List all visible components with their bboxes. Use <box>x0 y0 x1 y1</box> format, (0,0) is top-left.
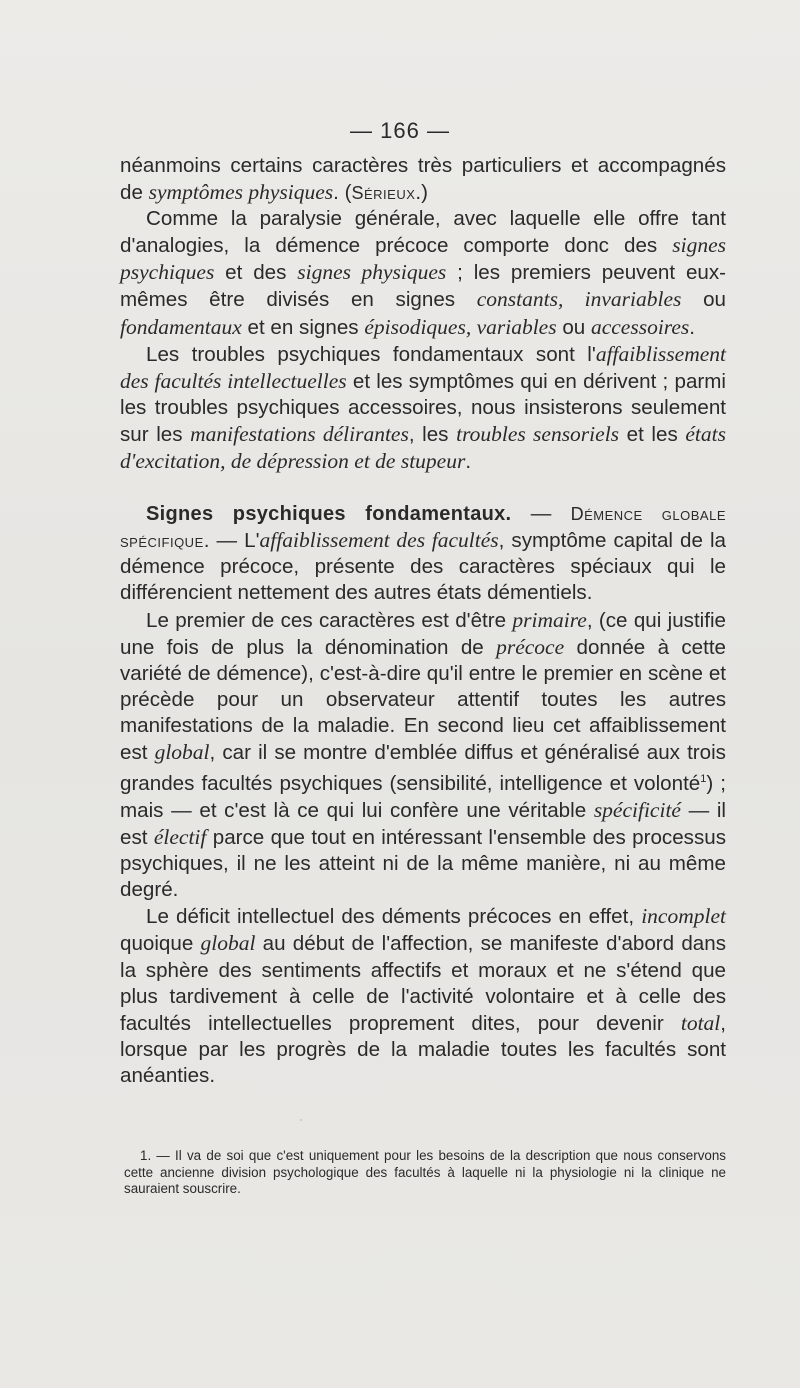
text-run: , symptôme capital de la démence précoce, présente des caractères spéciaux qui le différencient nettement des autres états démentiels. <box>120 529 726 605</box>
text-run: — il est <box>120 799 727 850</box>
italic-run: total <box>680 1010 721 1035</box>
text-run: , lorsque par les progrès de la maladie toutes les facultés sont anéanties. <box>120 1011 726 1087</box>
italic-run: signes physiques <box>297 260 447 285</box>
footnote-text: 1. — Il va de soi que c'est uniquement pour les besoins de la description que nous conservons cette ancienne division psychologique des facultés à laquelle ni la physiologie ni la clinique ne sauraient souscrire. <box>124 1148 726 1196</box>
subsection-heading: Démence globale spécifique <box>120 504 726 552</box>
italic-run: incomplet <box>641 904 726 929</box>
text-run: ) ; mais — et c'est là ce qui lui confère une véritable <box>120 771 726 823</box>
body-text <box>120 153 726 1089</box>
text-run: néanmoins certains caractères très particuliers et accompagnés de <box>120 154 726 205</box>
text-run: . — L' <box>203 529 260 553</box>
text-run: ou <box>681 288 726 312</box>
text-run: et les <box>619 422 686 446</box>
footnote-marker: 1 <box>700 773 707 786</box>
text-run: Comme la paralysie générale, avec laquelle elle offre tant d'analogies, la démence précoce comporte donc des <box>120 207 726 258</box>
text-run: quoique <box>120 932 201 956</box>
text-run: donnée à cette variété de démence), c'est-à-dire qu'il entre le premier en scène et précède pour un observateur attentif toutes les autres manifestations de la maladie. En second lieu cet affaiblissement est <box>120 635 727 764</box>
paragraph-6 <box>120 903 726 1089</box>
text-run: parce que tout en intéressant l'ensemble des processus psychiques, il ne les atteint ni de la même manière, ni au même degré. <box>120 826 726 902</box>
paragraph-5 <box>120 607 726 904</box>
text-run: . <box>689 315 696 339</box>
text-run: — <box>511 502 571 526</box>
italic-run: états d'excitation, de dépression et de stupeur <box>120 421 726 474</box>
italic-run: épisodiques, variables <box>364 314 557 339</box>
text-run: Le premier de ces caractères est d'être <box>146 608 513 632</box>
text-run: , les <box>408 422 457 446</box>
italic-run: affaiblissement des facultés <box>259 528 499 553</box>
text-run: ; les premiers peuvent eux-mêmes être divisés en signes <box>120 261 726 312</box>
italic-run: manifestations délirantes <box>190 421 409 446</box>
text-run: Le déficit intellectuel des déments précoces en effet, <box>146 905 642 929</box>
italic-run: fondamentaux <box>120 314 242 339</box>
italic-run: spécificité <box>593 798 681 823</box>
text-run: . <box>465 450 472 474</box>
italic-run: primaire <box>512 607 587 632</box>
italic-run: symptômes physiques <box>148 180 334 205</box>
text-run: au début de l'affection, se manifeste d'abord dans la sphère des sentiments affectifs et moraux et ne s'étend que plus tardivement à celle de l'activité volontaire et à celle des facultés intellectuelles proprement dites, pour devenir <box>120 932 726 1035</box>
text-run: ou <box>556 315 591 339</box>
text-run: et des <box>214 261 298 285</box>
italic-run: global <box>200 931 256 956</box>
text-run: et les symptômes qui en dérivent ; parmi les troubles psychiques accessoires, nous insisterons seulement sur les <box>120 369 726 446</box>
section-heading: Signes psychiques fondamentaux. <box>146 503 512 526</box>
author-citation: Sérieux <box>351 183 416 204</box>
italic-run: global <box>154 739 210 764</box>
text-run: , car il se montre d'emblée diffus et généralisé aux trois grandes facultés psychiques (sensibilité, intelligence et volonté <box>120 740 726 795</box>
text-run: , (ce qui justifie une fois de plus la dénomination de <box>120 608 726 659</box>
footnote <box>124 1148 726 1198</box>
paragraph-2 <box>120 206 726 340</box>
page-number: — 166 — <box>350 118 450 143</box>
text-run: et en signes <box>241 315 365 339</box>
text-run: .) <box>415 181 428 205</box>
italic-run: précoce <box>496 634 565 659</box>
italic-run: électif <box>153 825 207 850</box>
italic-run: troubles sensoriels <box>456 421 620 446</box>
paragraph-3 <box>120 341 726 475</box>
italic-run: constants, invariables <box>476 287 682 312</box>
speck <box>300 1119 302 1121</box>
italic-run: affaiblissement des facultés intellectuelles <box>120 341 726 393</box>
italic-run: signes psychiques <box>120 233 726 285</box>
paragraph-1 <box>120 153 726 206</box>
text-run: Les troubles psychiques fondamentaux sont l' <box>146 342 596 366</box>
paragraph-4 <box>120 501 726 606</box>
text-run: . ( <box>333 181 352 205</box>
italic-run: accessoires <box>590 314 690 339</box>
